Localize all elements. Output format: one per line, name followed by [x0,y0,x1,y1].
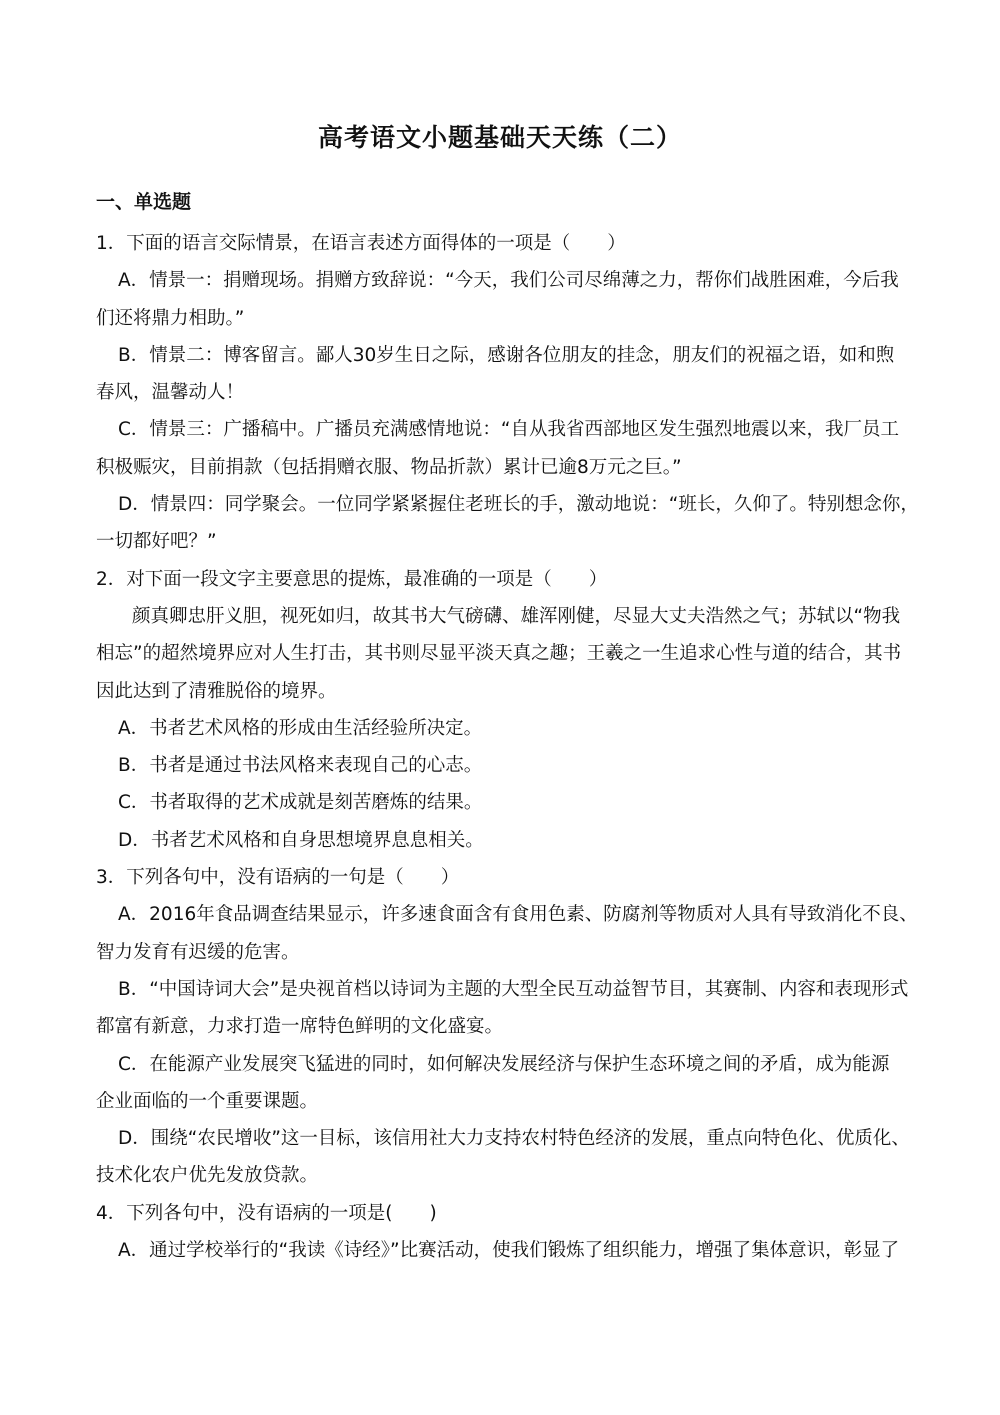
option-line: A．书者艺术风格的形成由生活经验所决定。 [118,717,483,739]
option-line: C．情景三：广播稿中。广播员充满感情地说：“自从我省西部地区发生强烈地震以来，我厂员工 [118,419,900,441]
option-line: B．“中国诗词大会”是央视首档以诗词为主题的大型全民互动益智节目，其赛制、内容和表现形式 [118,978,909,1000]
continuation-line: 因此达到了清雅脱俗的境界。 [96,680,337,702]
continuation-line: 企业面临的一个重要课题。 [96,1090,319,1112]
passage-line: 颜真卿忠肝义胆，视死如归，故其书大气磅礴、雄浑刚健，尽显大丈夫浩然之气；苏轼以“物我 [132,605,901,627]
page-title: 高考语文小题基础天天练（二） [317,123,682,152]
continuation-line: 积极赈灾，目前捐款（包括捐赠衣服、物品折款）累计已逾8万元之巨。” [96,456,682,478]
continuation-line: 技术化农户优先发放贷款。 [96,1165,319,1187]
question-line: 4．下列各句中，没有语病的一项是( ) [96,1202,437,1224]
option-line: D．书者艺术风格和自身思想境界息息相关。 [118,829,484,851]
continuation-line: 都富有新意，力求打造一席特色鲜明的文化盛宴。 [96,1016,504,1038]
continuation-line: 一切都好吧？” [96,531,217,553]
option-line: C．在能源产业发展突飞猛进的同时，如何解决发展经济与保护生态环境之间的矛盾，成为能源 [118,1053,890,1075]
option-line: B．书者是通过书法风格来表现自己的心志。 [118,755,483,777]
continuation-line: 春风，温馨动人！ [96,382,245,404]
section-heading: 一、单选题 [96,191,192,213]
question-line: 2．对下面一段文字主要意思的提炼，最准确的一项是（ ） [96,568,608,590]
continuation-line: 们还将鼎力相助。” [96,307,245,329]
option-line: B．情景二：博客留言。鄙人30岁生日之际，感谢各位朋友的挂念，朋友们的祝福之语，如和煦 [118,344,895,366]
document-body [96,225,919,1269]
option-line: A．情景一：捐赠现场。捐赠方致辞说：“今天，我们公司尽绵薄之力，帮你们战胜困难，今后我 [118,270,899,292]
question-line: 3．下列各句中，没有语病的一句是（ ） [96,867,460,889]
continuation-line: 智力发育有迟缓的危害。 [96,941,300,963]
question-line: 1．下面的语言交际情景，在语言表述方面得体的一项是（ ） [96,233,626,254]
option-line: C．书者取得的艺术成就是刻苦磨炼的结果。 [118,792,483,814]
option-line: D．情景四：同学聚会。一位同学紧紧握住老班长的手，激动地说：“班长，久仰了。特别想念你， [118,494,919,516]
option-line: A．2016年食品调查结果显示，许多速食面含有食用色素、防腐剂等物质对人具有导致消化不良、 [118,904,918,926]
continuation-line: 相忘”的超然境界应对人生打击，其书则尽显平淡天真之趣；王羲之一生追求心性与道的结合，其书 [96,643,902,665]
option-line: A．通过学校举行的“我读《诗经》”比赛活动，使我们锻炼了组织能力，增强了集体意识，彰显了 [118,1240,900,1262]
option-line: D．围绕“农民增收”这一目标，该信用社大力支持农村特色经济的发展，重点向特色化、优质化、 [118,1128,910,1150]
